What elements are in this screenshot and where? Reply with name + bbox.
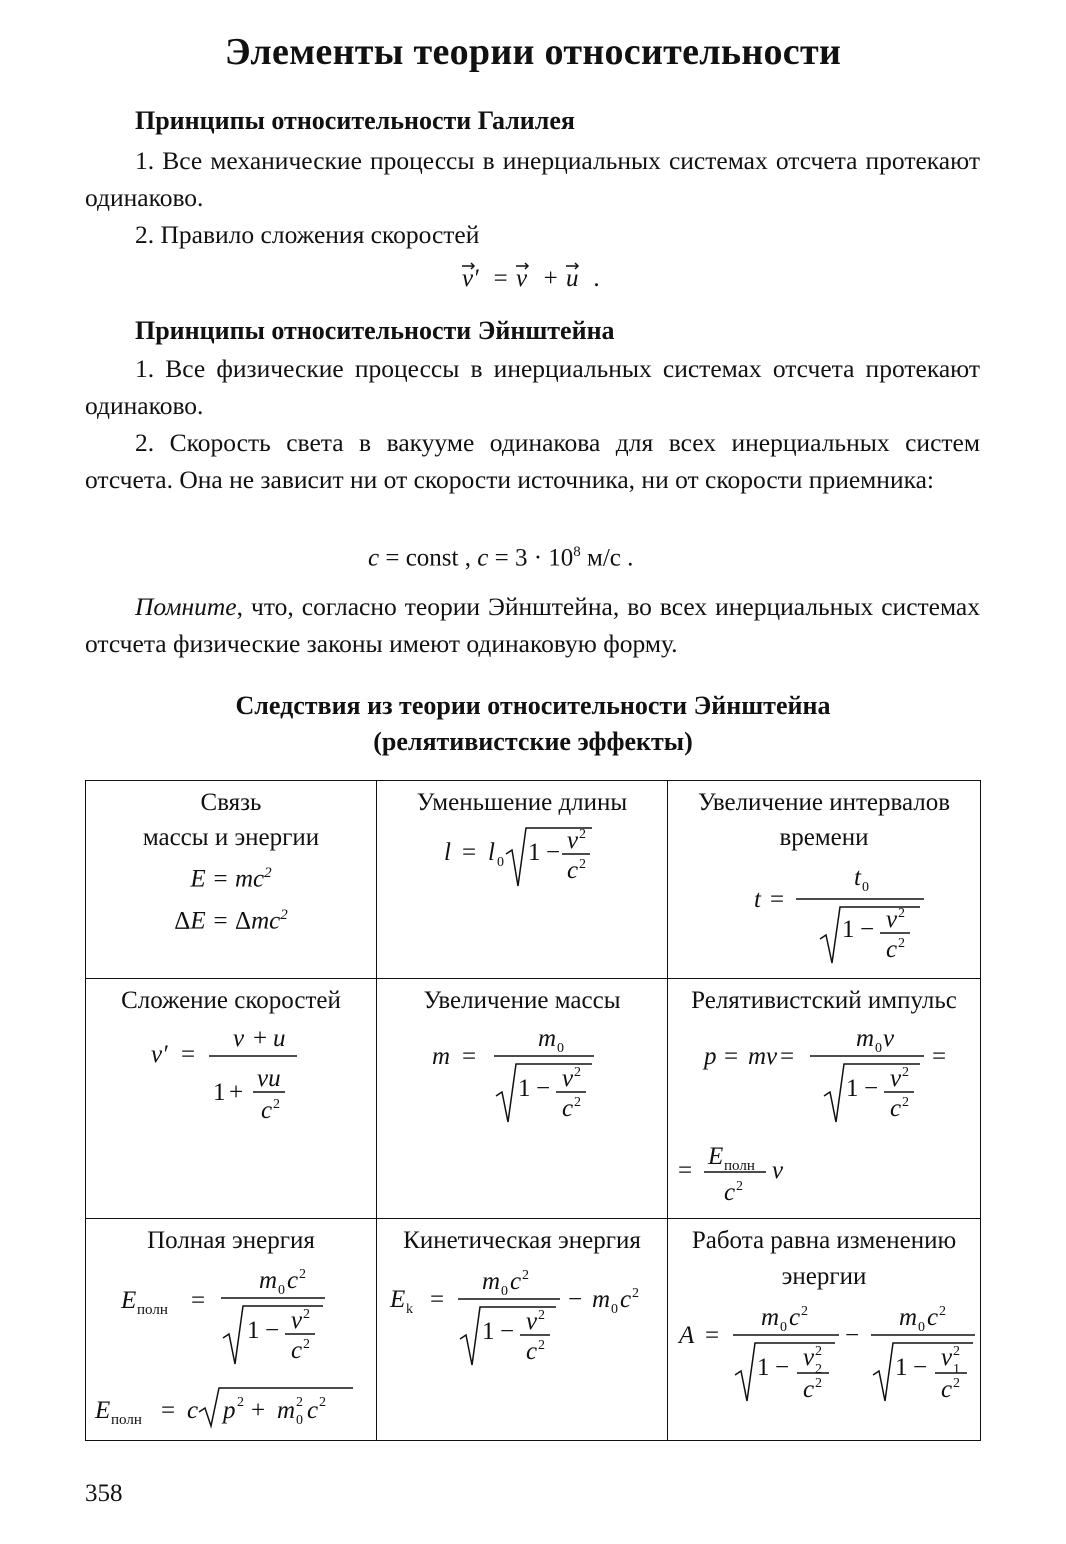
svg-text:2: 2 [632,1286,639,1301]
svg-text:1: 1 [482,1318,495,1345]
svg-text:.: . [594,265,601,292]
svg-text:1: 1 [953,1362,960,1377]
svg-text:=: = [932,1043,947,1070]
svg-text:c: c [287,1267,299,1294]
remember-italic: Помните [135,592,237,621]
svg-text:−: − [546,839,561,866]
velocity-addition-formula [121,1018,341,1128]
svg-text:2: 2 [538,1338,545,1353]
galileo-principle-2: 2. Правило сложения скоростей [135,220,480,249]
svg-text:2: 2 [736,1179,743,1194]
svg-text:c: c [526,1338,538,1365]
svg-text:v: v [291,1307,303,1334]
svg-text:1: 1 [842,916,855,943]
svg-text:0: 0 [780,1320,787,1335]
einstein-heading: Принципы относительности Эйнштейна [135,316,615,345]
svg-text:=: = [678,1157,693,1184]
svg-text:+: + [251,1397,266,1424]
c-unit: м/с . [580,544,634,572]
svg-text:v: v [886,906,898,933]
svg-text:m: m [538,1025,557,1052]
mass-increase-formula [422,1018,622,1128]
svg-text:=: = [724,1043,739,1070]
svg-text:2: 2 [898,906,905,921]
svg-text:2: 2 [522,1268,529,1283]
svg-text:2: 2 [296,1395,303,1410]
svg-text:2: 2 [815,1376,822,1391]
table-row [86,979,981,1219]
svg-text:2: 2 [303,1307,310,1322]
svg-text:0: 0 [557,1041,564,1056]
svg-text:v: v [233,1025,245,1052]
c-value: = 3 · 10 [488,544,574,572]
svg-text:полн: полн [724,1158,755,1174]
svg-text:2: 2 [801,1304,808,1319]
page-number: 358 [85,1480,123,1507]
svg-text:0: 0 [501,1284,508,1299]
galileo-velocity-formula [458,258,618,294]
svg-text:−: − [775,1354,790,1381]
svg-text:1: 1 [757,1354,770,1381]
svg-text:A: A [679,1322,695,1349]
remember-text: , что, согласно теории Эйнштейна, во всех инерциальных системах отсчета физические законы имеют одинаковую форму. [85,592,980,658]
svg-text:0: 0 [278,1283,285,1298]
svg-text:2: 2 [815,1344,822,1359]
page-title: Элементы теории относительности [224,31,842,73]
svg-text:v: v [516,265,528,292]
einstein-principle-1: 1. Все физические процессы в инерциальных системах отсчета протекают одинаково. [85,354,980,420]
svg-text:c: c [620,1286,632,1313]
svg-text:v: v [803,1344,815,1371]
cell-work-energy [668,1219,981,1441]
effects-heading [0,688,1066,760]
svg-text:v: v [772,1157,784,1184]
svg-text:v: v [941,1344,953,1371]
svg-text:−: − [500,1318,515,1345]
work-formula [669,1295,979,1415]
svg-text:p: p [223,1397,236,1424]
svg-text:полн: полн [111,1412,142,1428]
remember-paragraph [85,588,980,662]
svg-text:2: 2 [574,1065,581,1080]
svg-text:E: E [390,1286,406,1313]
svg-text:2: 2 [237,1395,244,1410]
svg-text:v′: v′ [462,265,479,292]
svg-text:mv: mv [748,1043,778,1070]
length-formula [422,820,622,910]
svg-text:p: p [704,1043,717,1070]
c-exponent: 8 [573,544,581,560]
svg-text:−: − [860,916,875,943]
svg-text:c: c [927,1304,939,1331]
svg-text:c: c [803,1376,815,1403]
kinetic-energy-formula [382,1259,662,1379]
cell-title: Релятивистский импульс [691,987,957,1014]
svg-text:v: v [562,1065,574,1092]
svg-text:k: k [406,1302,413,1317]
c-symbol-2: c [477,544,489,572]
svg-text:2: 2 [303,1337,310,1352]
svg-text:c: c [724,1179,736,1206]
svg-text:1: 1 [213,1079,226,1106]
svg-text:c: c [789,1304,801,1331]
svg-text:v: v [890,1065,902,1092]
svg-text:−: − [265,1317,280,1344]
svg-text:c: c [886,936,898,963]
svg-text:=: = [430,1286,445,1313]
svg-text:m: m [277,1397,296,1424]
cell-mass-increase [377,979,668,1219]
svg-text:1: 1 [895,1354,908,1381]
speed-of-light-formula [368,544,633,572]
svg-text:0: 0 [918,1320,925,1335]
svg-text:=: = [462,1043,477,1070]
svg-text:l: l [488,839,495,866]
svg-text:=: = [181,1041,196,1068]
time-formula [724,855,924,965]
c-symbol: c [368,544,380,572]
svg-text:0: 0 [875,1041,882,1056]
svg-text:u: u [566,265,579,292]
svg-text:0: 0 [497,855,504,870]
svg-text:2: 2 [538,1308,545,1323]
svg-text:m: m [592,1286,611,1313]
cell-relativistic-momentum [668,979,981,1219]
svg-text:2: 2 [815,1362,822,1377]
einstein-principle-2: 2. Скорость света в вакууме одинакова для всех инерциальных систем отсчета. Она не зависит ни от скорости источника, ни от скорости приемника: [85,428,980,494]
cell-title: Увеличение интервалов времени [697,789,951,851]
svg-text:2: 2 [299,1267,306,1282]
cell-title: Связь массы и энергии [142,789,320,851]
svg-text:=: = [492,265,509,292]
cell-length-contraction [377,781,668,979]
table-row [86,1219,981,1441]
svg-text:полн: полн [137,1302,168,1318]
svg-text:2: 2 [574,1095,581,1110]
svg-text:2: 2 [579,827,586,842]
cell-velocity-addition [86,979,377,1219]
svg-text:=: = [705,1322,720,1349]
svg-text:1: 1 [518,1075,531,1102]
cell-kinetic-energy [377,1219,668,1441]
svg-text:+: + [229,1079,244,1106]
svg-text:1: 1 [528,839,541,866]
svg-text:E: E [708,1143,724,1170]
const-text: = const , [379,544,478,572]
svg-text:−: − [864,1075,879,1102]
svg-text:=: = [161,1397,176,1424]
cell-title: Увеличение массы [423,987,621,1014]
svg-text:m: m [259,1267,278,1294]
svg-text:c: c [941,1376,953,1403]
cell-total-energy [86,1219,377,1441]
svg-text:E: E [121,1287,137,1314]
cell-time-dilation [668,781,981,979]
svg-text:2: 2 [939,1304,946,1319]
svg-text:=: = [191,1287,206,1314]
svg-text:2: 2 [273,1097,280,1112]
svg-text:2: 2 [898,936,905,951]
formula-delta-e: ΔE = Δmc$^2$ [174,907,288,935]
svg-text:v: v [567,827,579,854]
svg-text:+: + [253,1025,268,1052]
svg-text:0: 0 [862,880,869,895]
momentum-formula [674,1018,974,1208]
svg-text:−: − [568,1286,583,1313]
svg-text:2: 2 [953,1376,960,1391]
svg-text:2: 2 [902,1095,909,1110]
svg-text:c: c [567,857,579,884]
svg-text:=: = [462,839,477,866]
svg-text:m: m [432,1043,451,1070]
svg-text:t: t [754,886,761,913]
svg-text:c: c [890,1095,902,1122]
cell-mass-energy [86,781,377,979]
svg-text:u: u [273,1025,286,1052]
svg-text:−: − [536,1075,551,1102]
svg-text:c: c [510,1268,522,1295]
cell-title: Уменьшение длины [416,789,628,816]
svg-text:=: = [770,886,785,913]
galileo-velocity-formula-svg [458,258,618,294]
total-energy-formula [91,1258,371,1428]
svg-text:l: l [444,839,451,866]
svg-text:c: c [187,1397,199,1424]
svg-text:m: m [899,1304,918,1331]
svg-text:2: 2 [319,1395,326,1410]
svg-text:t: t [854,864,861,891]
svg-text:v: v [883,1025,895,1052]
cell-title: Работа равна изменению энергии [691,1227,957,1290]
relativistic-effects-table [85,780,981,1441]
svg-text:v: v [526,1308,538,1335]
effects-heading-line1: Следствия из теории относительности Эйнштейна [235,691,831,720]
svg-text:m: m [482,1268,501,1295]
galileo-principle-1: 1. Все механические процессы в инерциальных системах отсчета протекают одинаково. [85,146,980,212]
cell-title: Сложение скоростей [121,987,341,1014]
svg-text:2: 2 [902,1065,909,1080]
svg-text:E: E [95,1397,111,1424]
svg-text:m: m [856,1025,875,1052]
svg-text:−: − [913,1354,928,1381]
effects-heading-line2: (релятивистские эффекты) [373,727,693,756]
svg-text:1: 1 [846,1075,859,1102]
cell-title: Кинетическая энергия [403,1227,641,1254]
galileo-heading: Принципы относительности Галилея [135,106,575,135]
svg-text:0: 0 [296,1413,303,1428]
svg-text:m: m [761,1304,780,1331]
svg-text:c: c [291,1337,303,1364]
svg-text:v′: v′ [151,1041,168,1068]
cell-title: Полная энергия [147,1227,315,1254]
svg-text:2: 2 [579,857,586,872]
table-row [86,781,981,979]
formula-e-mc2: $E = mc^2$ [190,865,272,893]
svg-text:c: c [562,1095,574,1122]
svg-text:2: 2 [953,1344,960,1359]
svg-text:+: + [542,265,559,292]
svg-text:−: − [845,1322,860,1349]
svg-text:1: 1 [247,1317,260,1344]
svg-text:vu: vu [257,1065,281,1092]
svg-text:0: 0 [611,1302,618,1317]
svg-text:=: = [780,1043,795,1070]
svg-text:c: c [307,1397,319,1424]
svg-text:c: c [261,1097,273,1124]
